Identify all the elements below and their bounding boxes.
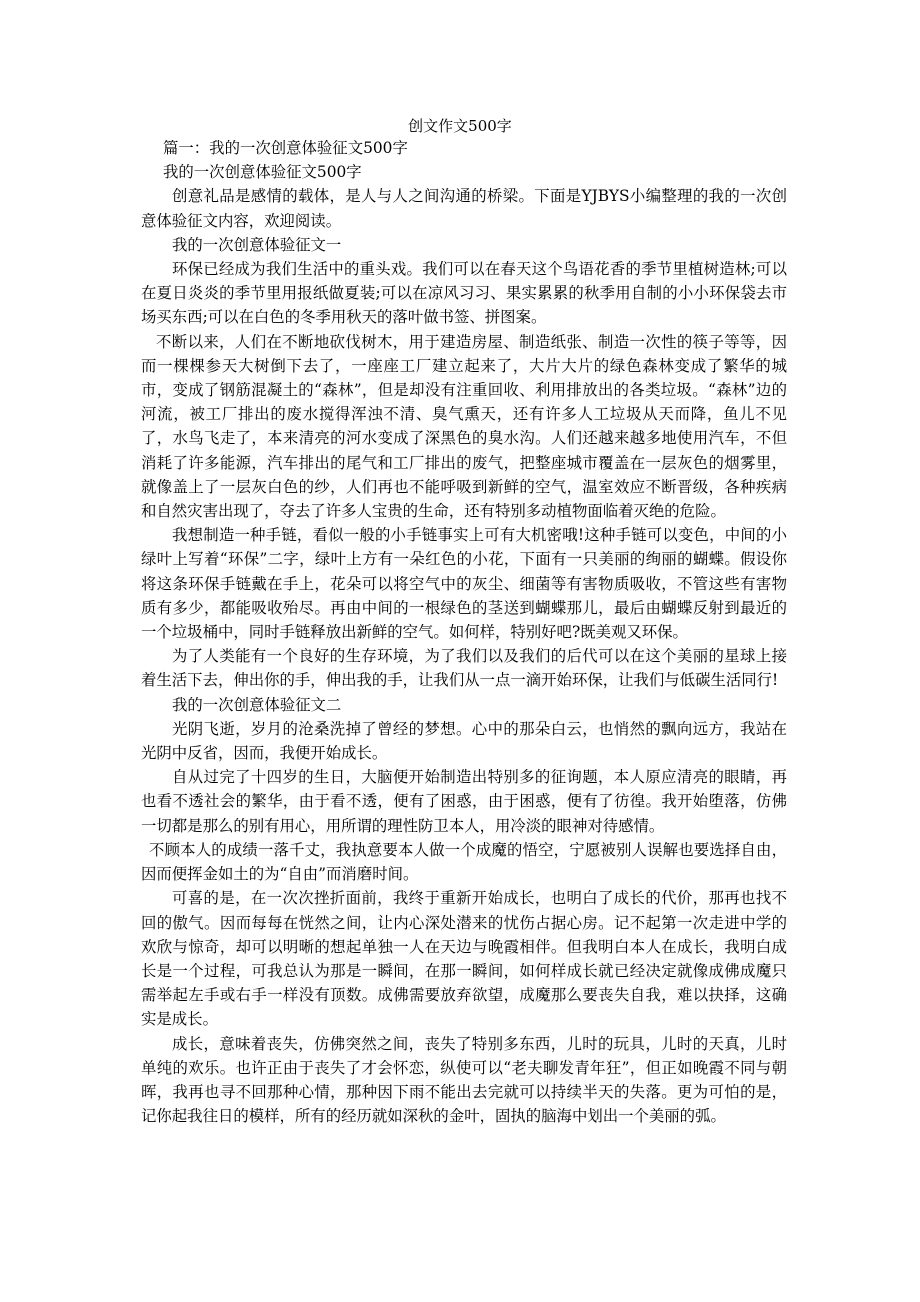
body-paragraph: 为了人类能有一个良好的生存环境，为了我们以及我们的后代可以在这个美丽的星球上接着生活下去，伸出你的手，伸出我的手，让我们从一点一滴开始环保，让我们与低碳生活同行! (141, 647, 787, 690)
body-paragraph: 自从过完了十四岁的生日，大脑便开始制造出特别多的征询题，本人原应清亮的眼睛，再也看不透社会的繁华，由于看不透，便有了困惑，由于困惑，便有了彷徨。我开始堕落，仿佛一切都是那么的别有用心，用所谓的理性防卫本人，用冷淡的眼神对待感情。 (141, 768, 787, 835)
body-paragraph: 创意礼品是感情的载体，是人与人之间沟通的桥梁。下面是YJBYS小编整理的我的一次创意体验征文内容，欢迎阅读。 (141, 187, 787, 230)
body-paragraph: 不断以来，人们在不断地砍伐树木，用于建造房屋、制造纸张、制造一次性的筷子等等，因而一棵棵参天大树倒下去了，一座座工厂建立起来了，大片大片的绿色森林变成了繁华的城市，变成了钢筋混凝土的“森林”，但是却没有注重回收、利用排放出的各类垃圾。“森林”边的河流，被工厂排出的废水搅得浑浊不清、臭气熏天，还有许多人工垃圾从天而降，鱼儿不见了，水鸟飞走了，本来清亮的河水变成了深黑色的臭水沟。人们还越来越多地使用汽车，不但消耗了许多能源，汽车排出的尾气和工厂排出的废气，把整座城市覆盖在一层灰色的烟雾里，就像盖上了一层灰白色的纱，人们再也不能呼吸到新鲜的空气，温室效应不断晋级，各种疾病和自然灾害出现了，夺去了许多人宝贵的生命，还有特别多动植物面临着灭绝的危险。 (141, 332, 787, 521)
body-paragraph: 光阴飞逝，岁月的沧桑洗掉了曾经的梦想。心中的那朵白云，也悄然的飘向远方，我站在光阴中反省，因而，我便开始成长。 (141, 719, 787, 763)
body-paragraph: 环保已经成为我们生活中的重头戏。我们可以在春天这个鸟语花香的季节里植树造林;可以在夏日炎炎的季节里用报纸做夏装;可以在凉风习习、果实累累的秋季用自制的小小环保袋去市场买东西;可以在白色的冬季用秋天的落叶做书签、拼图案。 (141, 260, 787, 327)
document-body (141, 136, 787, 1128)
article-heading: 我的一次创意体验征文500字 (163, 163, 362, 182)
body-paragraph: 我想制造一种手链，看似一般的小手链事实上可有大机密哦!这种手链可以变色，中间的小绿叶上写着“环保”二字，绿叶上方有一朵红色的小花，下面有一只美丽的绚丽的蝴蝶。假设你将这条环保手链戴在手上，花朵可以将空气中的灰尘、细菌等有害物质吸收，不管这些有害物质有多少，都能吸收殆尽。再由中间的一根绿色的茎送到蝴蝶那儿，最后由蝴蝶反射到最近的一个垃圾桶中，同时手链释放出新鲜的空气。如何样，特别好吧?既美观又环保。 (141, 526, 787, 642)
body-paragraph: 可喜的是，在一次次挫折面前，我终于重新开始成长，也明白了成长的代价，那再也找不回的傲气。因而每每在恍然之间，让内心深处潜来的忧伤占据心房。记不起第一次走进中学的欢欣与惊奇，却可以明晰的想起单独一人在天边与晚霞相伴。但我明白本人在成长，我明白成长是一个过程，可我总认为那是一瞬间，在那一瞬间，如何样成长就已经决定就像成佛成魔只需举起左手或右手一样没有顶数。成佛需要放弃欲望，成魔那么要丧失自我，难以抉择，这确实是成长。 (141, 889, 787, 1029)
body-paragraph: 成长，意味着丧失，仿佛突然之间，丧失了特别多东西，儿时的玩具，儿时的天真，儿时单纯的欢乐。也许正由于丧失了才会怀恋，纵使可以“老夫聊发青年狂”，但正如晚霞不同与朝晖，我再也寻不回那种心情，那种因下雨不能出去完就可以持续半天的失落。更为可怕的是，记你起我往日的模样，所有的经历就如深秋的金叶，固执的脑海中划出一个美丽的弧。 (141, 1034, 787, 1126)
page-title: 创文作文500字 (408, 117, 512, 135)
body-paragraph: 不顾本人的成绩一落千丈，我执意要本人做一个成魔的悟空，宁愿被别人误解也要选择自由，因而便挥金如土的为“自由”而消磨时间。 (141, 840, 787, 884)
subsection-heading: 我的一次创意体验征文一 (172, 235, 342, 254)
subsection-heading: 我的一次创意体验征文二 (172, 695, 342, 714)
section-heading: 篇一：我的一次创意体验征文500字 (163, 139, 408, 157)
